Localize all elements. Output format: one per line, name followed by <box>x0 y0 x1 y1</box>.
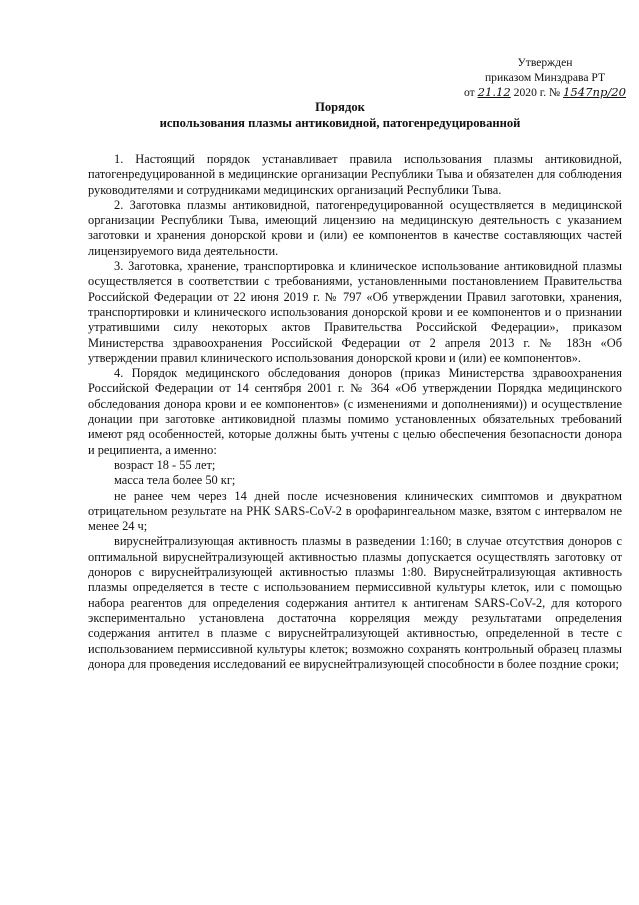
approval-stamp <box>455 55 635 100</box>
approval-number-handwritten: 1547пр/20 <box>562 85 627 99</box>
paragraph-4: 4. Порядок медицинского обследования доноров (приказ Министерства здравоохранения Российской Федерации от 14 сентября 2001 г. № 364 «Об утверждении Порядка медицинского обследования донора крови и ее компонентов» (с изменениями и дополнениями)) и осуществление донации при заготовке антиковидной плазмы помимо установленных обязательных требований имеют ряд особенностей, которые должны быть учтены с целью обеспечения безопасности донора и реципиента, а именно: <box>88 366 622 457</box>
paragraph-2: 2. Заготовка плазмы антиковидной, патогенредуцированной осуществляется в медицинской организации Республики Тыва, имеющий лицензию на медицинскую деятельность с указанием заготовки и хранения донорской крови и (или) ее компонентов в качестве составляющих частей лицензируемого вида деятельности. <box>88 197 622 258</box>
approval-date-year: 2020 г. № <box>513 86 561 99</box>
criterion-recovery: не ранее чем через 14 дней после исчезновения клинических симптомов и двукратном отрицательном результате на РНК SARS-CoV-2 в орофарингеальном мазке, взятом с интервалом не менее 24 ч; <box>88 488 622 534</box>
title-line-1: Порядок <box>315 100 365 114</box>
paragraph-3: 3. Заготовка, хранение, транспортировка и клиническое использование антиковидной плазмы осуществляется в соответствии с требованиями, установленными постановлением Правительства Российской Федерации от 22 июня 2019 г. № 797 «Об утверждении Правил заготовки, хранения, транспортировки и клинического использования донорской крови и ее компонентов и о признании утратившими силу некоторых актов Правительства Российской Федерации», приказом Министерства здравоохранения Российской Федерации от 2 апреля 2013 г. № 183н «Об утверждении правил клинического использования донорской крови и (или) ее компонентов». <box>88 259 622 365</box>
criterion-neutralization: вируснейтрализующая активность плазмы в разведении 1:160; в случае отсутствия доноров с оптимальной вируснейтрализующей активностью плазмы допускается осуществлять заготовку от доноров с вируснейтрализующей активностью плазмы 1:80. Вируснейтрализующая активность плазмы определяется в тесте с использованием пермиссивной культуры клеток, или с помощью набора реагентов для определения содержания антител к антигенам SARS-CoV-2, для которого экспериментально установлена достаточна корреляция между результатами определения содержания антител в плазме с вируснейтрализующей активностью, определенной в тесте с использованием пермиссивной культуры клеток; возможно сохранять контрольный образец плазмы донора для проведения исследований ее вируснейтрализующей способности в более поздние сроки; <box>88 534 622 671</box>
title-line-2: использования плазмы антиковидной, патогенредуцированной <box>159 116 521 130</box>
document-body <box>88 152 622 672</box>
criterion-age: возраст 18 - 55 лет; <box>114 457 216 472</box>
approval-line-2: приказом Минздрава РТ <box>484 71 606 84</box>
document-title <box>60 99 620 131</box>
criterion-weight: масса тела более 50 кг; <box>114 473 236 488</box>
approval-date-prefix: от <box>463 86 475 99</box>
approval-date-handwritten: 21.12 <box>477 85 511 99</box>
paragraph-1: 1. Настоящий порядок устанавливает правила использования плазмы антиковидной, патогенредуцированной в медицинские организации Республики Тыва и обязателен для соблюдения руководителями и сотрудниками медицинских организаций Республики Тыва. <box>88 152 622 197</box>
approval-line-1: Утвержден <box>517 56 573 69</box>
approval-date-line <box>455 85 635 100</box>
